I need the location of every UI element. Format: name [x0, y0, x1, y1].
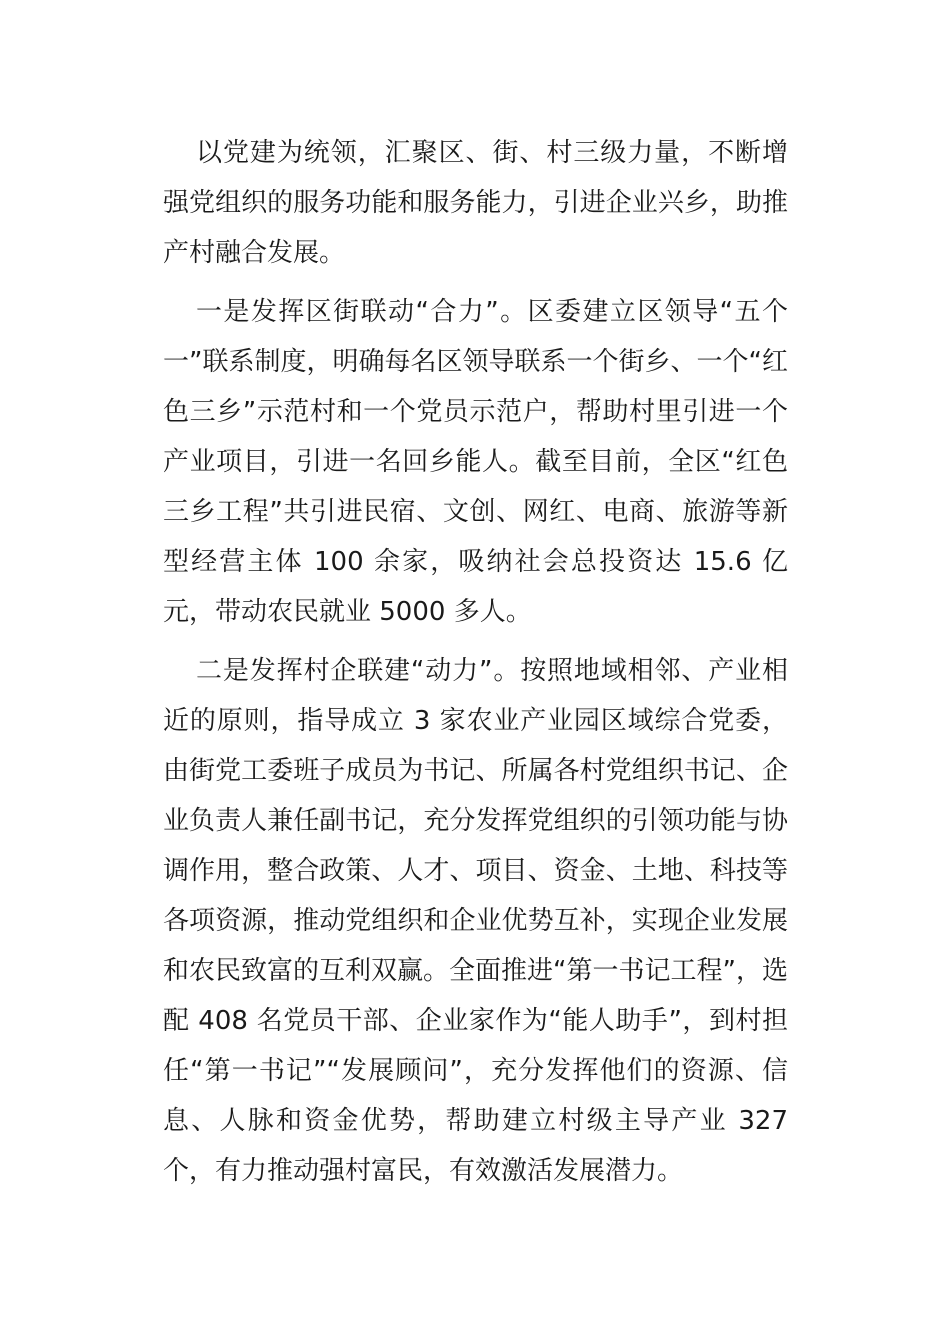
paragraph-village-enterprise: 二是发挥村企联建“动力”。按照地域相邻、产业相近的原则，指导成立 3 家农业产业园区域综合党委，由街党工委班子成员为书记、所属各村党组织书记、企业负责人兼任副书记，充分发挥党组织的引领功能与协调作用，整合政策、人才、项目、资金、土地、科技等各项资源，推动党组织和企业优势互补，实现企业发展和农民致富的互利双赢。全面推进“第一书记工程”，选配 408 名党员干部、企业家作为“能人助手”，到村担任“第一书记”“发展顾问”，充分发挥他们的资源、信息、人脉和资金优势，帮助建立村级主导产业 327 个，有力推动强村富民，有效激活发展潜力。 [163, 656, 788, 1186]
paragraph-intro: 以党建为统领，汇聚区、街、村三级力量，不断增强党组织的服务功能和服务能力，引进企业兴乡，助推产村融合发展。 [163, 138, 788, 268]
document-page [163, 128, 788, 1205]
paragraph-district-linkage: 一是发挥区街联动“合力”。区委建立区领导“五个一”联系制度，明确每名区领导联系一个街乡、一个“红色三乡”示范村和一个党员示范户，帮助村里引进一个产业项目，引进一名回乡能人。截至目前，全区“红色三乡工程”共引进民宿、文创、网红、电商、旅游等新型经营主体 100 余家，吸纳社会总投资达 15.6 亿元，带动农民就业 5000 多人。 [163, 297, 788, 627]
